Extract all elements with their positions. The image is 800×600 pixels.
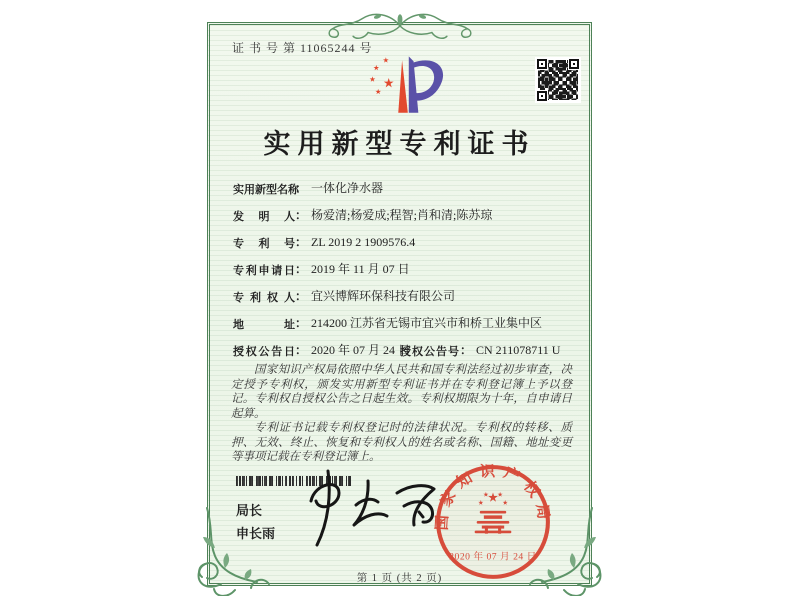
colon: ： bbox=[295, 181, 308, 195]
qr-finder-icon bbox=[569, 59, 579, 69]
field-row-filing-date bbox=[233, 256, 575, 283]
legal-paragraph: 专利证书记载专利权登记时的法律状况。专利权的转移、质押、无效、终止、恢复和专利权人的姓名或名称、国籍、地址变更等事项记载在专利登记簿上。 bbox=[231, 422, 572, 463]
field-label: 授权公告日 bbox=[233, 346, 295, 359]
signature-handwriting bbox=[293, 465, 443, 557]
colon: ： bbox=[295, 208, 308, 222]
field-row-address bbox=[233, 310, 575, 337]
field-value: 214200 江苏省无锡市宜兴市和桥工业集中区 bbox=[311, 316, 543, 330]
seal-date: 2020 年 07 月 24 日 bbox=[449, 551, 537, 563]
field-label: 实用新型名称 bbox=[233, 184, 299, 197]
field-value: 2020 年 07 月 24 日 bbox=[311, 343, 411, 357]
page-number: 第 1 页 (共 2 页) bbox=[356, 573, 443, 584]
field-list bbox=[233, 175, 575, 364]
field-row-grant bbox=[233, 337, 575, 364]
field-label: 发明人 bbox=[233, 211, 295, 224]
field-label: 地址 bbox=[233, 319, 295, 332]
field-row-inventors bbox=[233, 202, 575, 229]
field-label: 专利申请日 bbox=[233, 265, 295, 278]
qr-finder-icon bbox=[537, 91, 547, 101]
certificate-number: 证 书 号 第 11065244 号 bbox=[232, 41, 373, 55]
qr-code bbox=[535, 57, 581, 103]
field-value: 一体化净水器 bbox=[311, 181, 384, 195]
certificate-frame bbox=[207, 22, 592, 586]
field-label: 专利号 bbox=[233, 238, 295, 251]
legal-text bbox=[231, 363, 572, 465]
field-row-name bbox=[233, 175, 575, 202]
qr-finder-icon bbox=[537, 59, 547, 69]
cnipa-logo-icon bbox=[361, 53, 447, 121]
field-value: CN 211078711 U bbox=[476, 343, 561, 357]
colon: ： bbox=[295, 262, 308, 276]
field-value: 杨爱清;杨爱成;程智;肖和清;陈苏琼 bbox=[311, 208, 493, 222]
colon: ： bbox=[295, 343, 308, 357]
field-value: ZL 2019 2 1909576.4 bbox=[311, 235, 416, 249]
seal-agency-text: 国家知识产权局 bbox=[433, 462, 553, 531]
field-label: 授权公告号 bbox=[400, 346, 460, 359]
field-value: 宜兴博辉环保科技有限公司 bbox=[311, 289, 456, 303]
officer-block bbox=[236, 499, 275, 545]
field-row-patent-no bbox=[233, 229, 575, 256]
field-label: 专利权人 bbox=[233, 292, 295, 305]
field-value: 2019 年 11 月 07 日 bbox=[311, 262, 410, 276]
colon: ： bbox=[460, 343, 473, 357]
certificate-title: 实用新型专利证书 bbox=[263, 129, 536, 159]
legal-paragraph: 国家知识产权局依照中华人民共和国专利法经过初步审查，决定授予专利权，颁发实用新型专利证书并在专利登记簿上予以登记。专利权自授权公告之日起生效。专利权期限为十年，自申请日起算。 bbox=[231, 364, 572, 420]
cnipa-seal bbox=[432, 461, 554, 583]
officer-title: 局长 bbox=[236, 503, 263, 518]
officer-name: 申长雨 bbox=[236, 526, 276, 541]
field-pair-grant-number bbox=[400, 337, 560, 364]
colon: ： bbox=[295, 289, 308, 303]
field-row-patentee bbox=[233, 283, 575, 310]
colon: ： bbox=[295, 235, 308, 249]
colon: ： bbox=[295, 316, 308, 330]
